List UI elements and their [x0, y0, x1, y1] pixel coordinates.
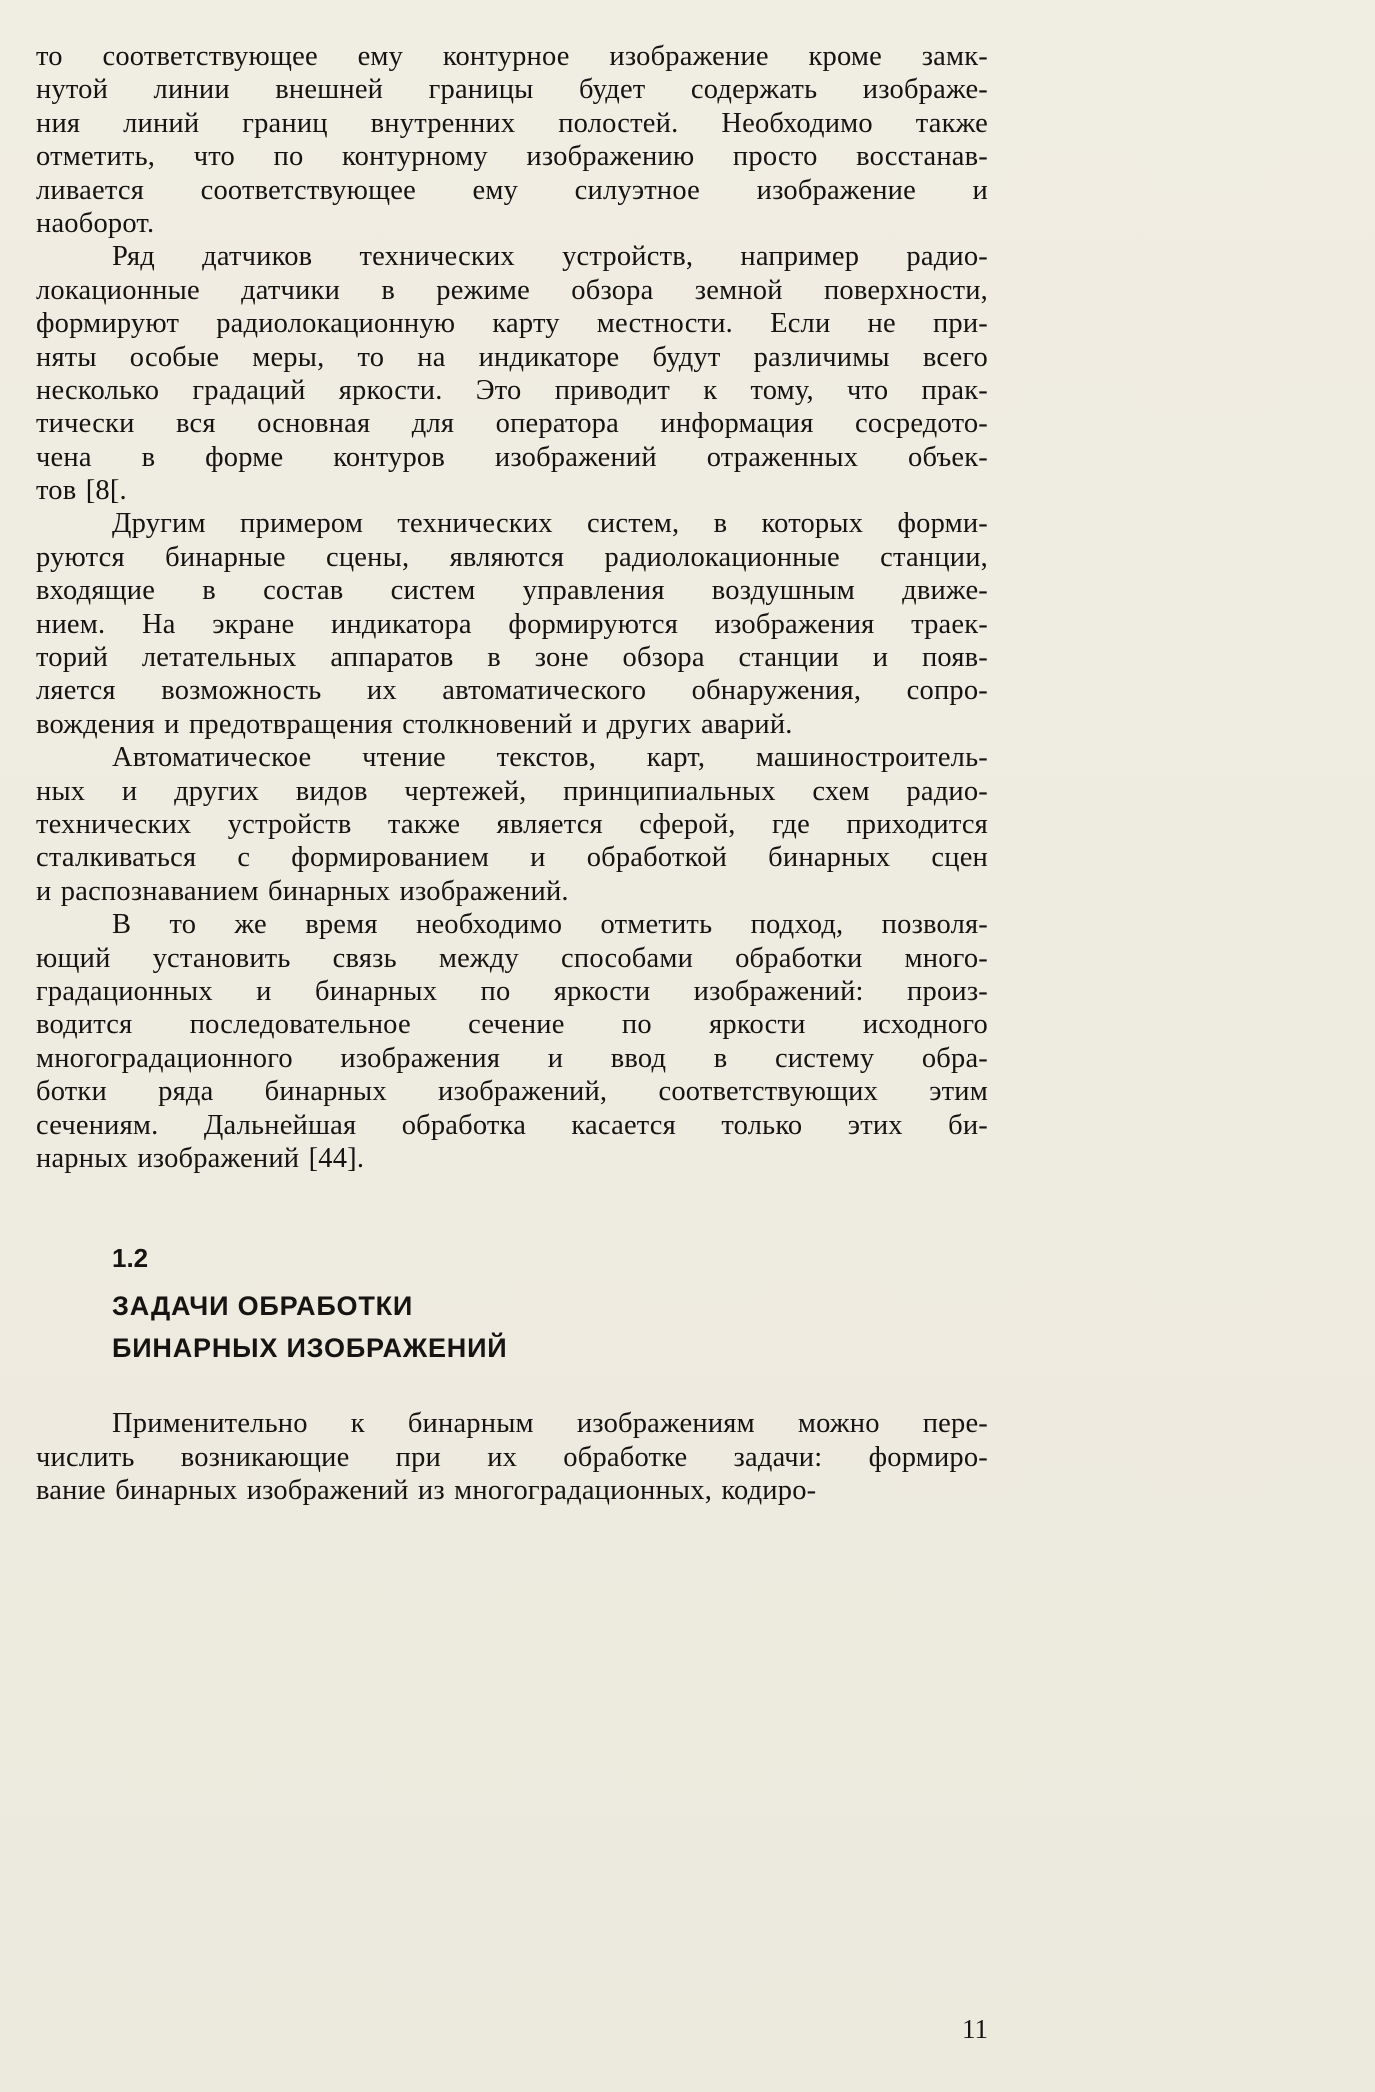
text-line: В то же время необходимо отметить подход, позволя-: [112, 909, 988, 941]
paragraph: [36, 1407, 988, 1507]
text-line: и распознаванием бинарных изображений.: [36, 875, 569, 907]
text-line: градационных и бинарных по яркости изображений: произ-: [36, 975, 988, 1007]
section-heading: [112, 1243, 1375, 1363]
text-line: то соответствующее ему контурное изображение кроме замк-: [36, 41, 988, 72]
text-line: тически вся основная для оператора информация сосредото-: [36, 408, 988, 440]
text-line: локационные датчики в режиме обзора земной поверхности,: [36, 274, 988, 306]
text-line: вание бинарных изображений из многоградационных, кодиро-: [36, 1475, 817, 1507]
text-line: ния линий границ внутренних полостей. Необходимо также: [36, 107, 988, 139]
body-text: [36, 40, 988, 1175]
text-line: многоградационного изображения и ввод в систему обра-: [36, 1042, 988, 1074]
paragraph: [36, 40, 988, 240]
text-line: руются бинарные сцены, являются радиолокационные станции,: [36, 541, 988, 573]
paragraph: [36, 908, 988, 1175]
section-title-line-2: БИНАРНЫХ ИЗОБРАЖЕНИЙ: [112, 1333, 508, 1364]
text-line: Автоматическое чтение текстов, карт, машиностроитель-: [112, 742, 988, 774]
text-line: Ряд датчиков технических устройств, например радио-: [112, 241, 988, 273]
text-line: ляется возможность их автоматического обнаружения, сопро-: [36, 675, 988, 707]
text-line: чена в форме контуров изображений отраженных объек-: [36, 441, 988, 473]
paragraph: [36, 240, 988, 507]
text-line: наоборот.: [36, 207, 155, 239]
text-line: отметить, что по контурному изображению просто восстанав-: [36, 141, 988, 173]
text-line: сечениям. Дальнейшая обработка касается только этих би-: [36, 1109, 988, 1141]
text-line: Другим примером технических систем, в которых форми-: [112, 508, 988, 540]
text-line: формируют радиолокационную карту местности. Если не при-: [36, 308, 988, 340]
text-line: входящие в состав систем управления воздушным движе-: [36, 575, 988, 607]
text-line: ботки ряда бинарных изображений, соответствующих этим: [36, 1076, 988, 1108]
text-line: числить возникающие при их обработке задачи: формиро-: [36, 1441, 988, 1473]
text-line: Применительно к бинарным изображениям можно пере-: [112, 1408, 988, 1440]
text-line: няты особые меры, то на индикаторе будут различимы всего: [36, 341, 988, 373]
text-line: технических устройств также является сферой, где приходится: [36, 808, 988, 840]
text-line: ющий установить связь между способами обработки много-: [36, 942, 988, 974]
paragraph: [36, 741, 988, 908]
text-line: торий летательных аппаратов в зоне обзора станции и появ-: [36, 642, 988, 674]
text-line: несколько градаций яркости. Это приводит к тому, что прак-: [36, 374, 988, 406]
text-line: нарных изображений [44].: [36, 1142, 365, 1174]
text-line: ливается соответствующее ему силуэтное изображение и: [36, 174, 988, 206]
paragraph: [36, 507, 988, 741]
text-line: ных и других видов чертежей, принципиальных схем радио-: [36, 775, 988, 807]
page-number: 11: [962, 2014, 988, 2044]
text-line: нием. На экране индикатора формируются изображения траек-: [36, 608, 988, 640]
text-line: нутой линии внешней границы будет содержать изображе-: [36, 74, 988, 106]
section-title-line-1: ЗАДАЧИ ОБРАБОТКИ: [112, 1291, 414, 1322]
text-line: тов [8[.: [36, 475, 127, 507]
text-line: вождения и предотвращения столкновений и других аварий.: [36, 708, 793, 740]
text-line: водится последовательное сечение по яркости исходного: [36, 1009, 988, 1041]
section-number: 1.2: [112, 1243, 149, 1274]
text-line: сталкиваться с формированием и обработкой бинарных сцен: [36, 842, 988, 874]
body-text-after-heading: [36, 1407, 988, 1507]
